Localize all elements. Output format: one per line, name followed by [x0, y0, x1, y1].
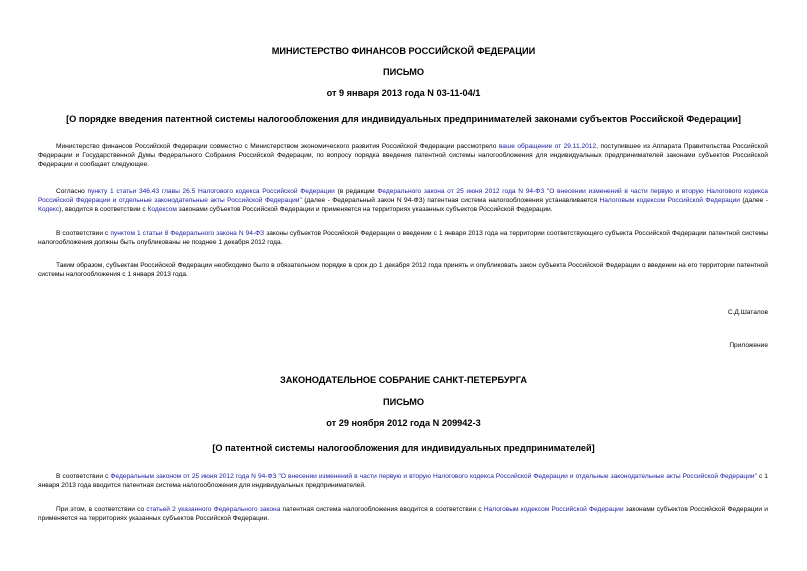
paragraph-text: Министерство финансов Российской Федерации совместно с Министерством экономического развития Российской Федерации рассмотрело — [56, 143, 497, 150]
paragraph-text: патентная система налогообложения вводится в соответствии с — [282, 506, 482, 513]
paragraph-3 — [38, 229, 768, 247]
doc2-paragraph-1 — [38, 472, 768, 490]
paragraph-2 — [38, 187, 768, 215]
paragraph-text: (в редакции — [337, 188, 375, 195]
doc2-type-heading: ПИСЬМО — [382, 397, 425, 407]
paragraph-text: При этом, в соответствии со — [56, 506, 145, 513]
paragraph-text: законы субъектов Российской Федерации о введении с 1 января 2013 года на территории соответствующего субъекта Российской Федерации патентной системы налогообложения должны быть опубликованы не позднее 1 декабря 2012 года. — [38, 230, 769, 247]
doc-date-number: от 9 января 2013 года N 03-11-04/1 — [326, 88, 481, 98]
paragraph-4: Таким образом, субъектам Российской Федерации необходимо было в обязательном порядке в срок до 1 декабря 2012 года принять и опубликовать закон субъекта Российской Федерации о введении на его территории патентной системы налогообложения с 1 января 2013 года. — [38, 262, 768, 279]
paragraph-text: ), вводится в соответствии с — [59, 206, 146, 214]
doc2-paragraph-2 — [38, 505, 768, 523]
link-tax-code-doc2[interactable]: Налоговым кодексом Российской Федерации — [483, 506, 624, 513]
link-article-2[interactable]: статьей 2 указанного Федерального закона — [146, 506, 281, 513]
paragraph-text: (далее - — [742, 197, 768, 205]
link-appeal[interactable]: ваше обращение от 29.11.2012 — [498, 143, 597, 150]
link-code[interactable]: Кодекс — [38, 206, 60, 214]
paragraph-text: В соответствии с — [56, 473, 109, 480]
doc-title: [О порядке введения патентной системы налогообложения для индивидуальных предпринимателей законами субъектов Российской Федерации] — [66, 114, 741, 124]
link-federal-law-94[interactable]: Федерального закона от 25 июня 2012 года N 94-ФЗ "О внесении изменений в части первую и вторую Налогового кодекса Российской Федерации и отдельные законодательные акты Российской Федерации" — [38, 188, 768, 205]
doc2-title: [О патентной системы налогообложения для индивидуальных предпринимателей] — [212, 443, 595, 453]
paragraph-text: Согласно — [56, 188, 85, 195]
doc2-date-number: от 29 ноября 2012 года N 209942-3 — [326, 418, 481, 428]
paragraph-1 — [38, 142, 768, 170]
link-tax-code[interactable]: Налоговым кодексом Российской Федерации — [599, 197, 740, 205]
doc-type-heading: ПИСЬМО — [382, 67, 425, 77]
link-article-8[interactable]: пунктом 1 статьи 8 Федерального закона N 94-ФЗ — [110, 230, 265, 237]
paragraph-text: с 1 января 2013 года вводится патентная система налогообложения для индивидуальных предпринимателей. — [38, 473, 768, 490]
paragraph-text: В соответствии с — [56, 230, 109, 237]
paragraph-text: (далее - Федеральный закон N 94-ФЗ) патентная система налогообложения устанавливается — [304, 197, 598, 205]
paragraph-text: законами субъектов Российской Федерации и применяется на территориях указанных субъектов Российской Федерации. — [178, 206, 553, 214]
signature: С.Д.Шаталов — [727, 309, 768, 316]
paragraph-text: законами субъектов Российской Федерации и применяется на территориях указанных субъектов Российской Федерации. — [38, 506, 768, 523]
org-heading: ЗАКОНОДАТЕЛЬНОЕ СОБРАНИЕ САНКТ-ПЕТЕРБУРГА — [279, 375, 528, 385]
attachment-label: Приложение — [729, 342, 768, 349]
ministry-heading: МИНИСТЕРСТВО ФИНАНСОВ РОССИЙСКОЙ ФЕДЕРАЦИИ — [271, 46, 536, 56]
paragraph-text: , поступившее из Аппарата Правительства Российской Федерации и Государственной Думы Федерального Собрания Российской Федерации, по вопросу порядка введения патентной системы налогообложения для индивидуальных предпринимателей законами субъектов Российской Федерации и сообщает следующее. — [38, 143, 768, 169]
link-tax-code-article[interactable]: пункту 1 статьи 346.43 главы 26.5 Налогового кодекса Российской Федерации — [87, 188, 335, 195]
link-code-2[interactable]: Кодексом — [147, 206, 177, 214]
link-federal-law-94-doc2[interactable]: Федеральным законом от 25 июня 2012 года N 94-ФЗ "О внесении изменений в части первую и вторую Налогового кодекса Российской Федерации и отдельные законодательные акты Российской Федерации" — [110, 473, 757, 480]
